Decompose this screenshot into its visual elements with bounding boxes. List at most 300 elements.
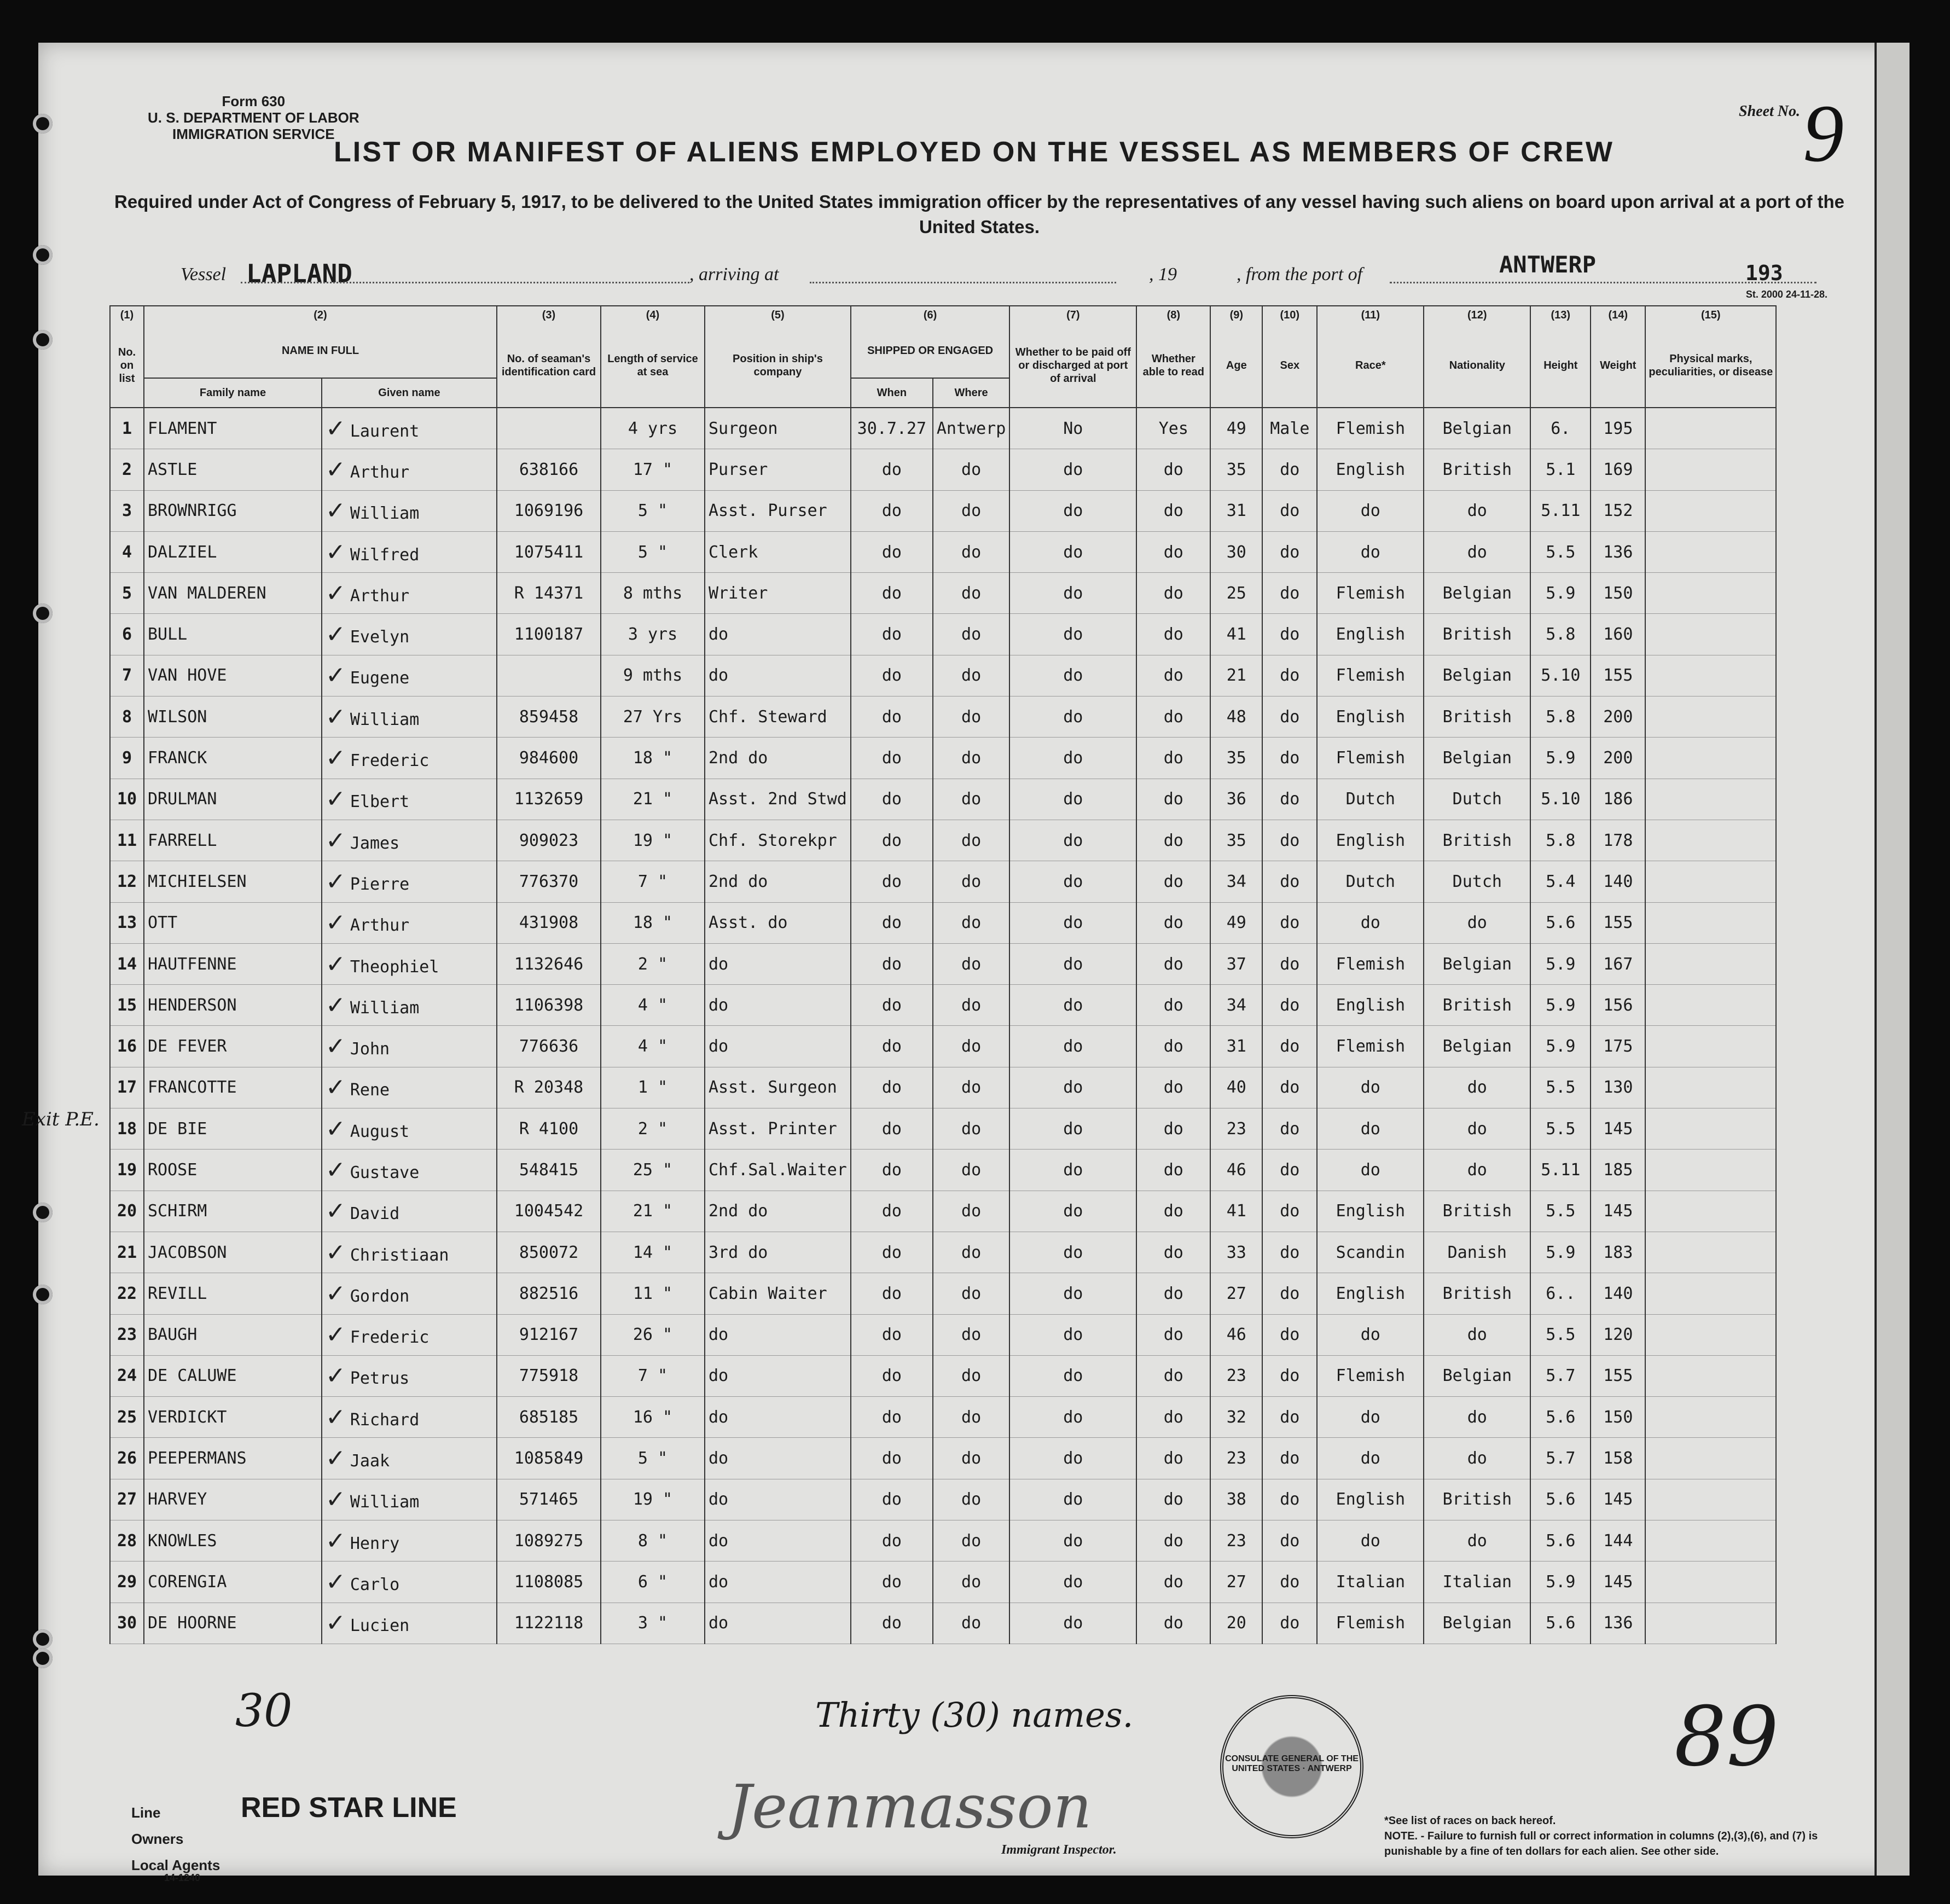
service-length-cell xyxy=(601,1067,705,1108)
nationality: Italian xyxy=(1442,1572,1512,1592)
service-length-cell xyxy=(601,943,705,984)
height: 5.6 xyxy=(1546,1531,1576,1551)
header-no-on-list: No. on list xyxy=(110,324,144,408)
corner-mark: 89 xyxy=(1674,1690,1779,1785)
check-mark-icon: ✓ xyxy=(326,538,346,566)
age-cell xyxy=(1210,1108,1262,1150)
position: do xyxy=(709,1037,729,1057)
given-name-cell xyxy=(322,1603,497,1644)
able-to-read: do xyxy=(1163,1201,1183,1221)
table-row xyxy=(110,1232,1776,1273)
shipped-when: do xyxy=(881,995,902,1015)
position-cell xyxy=(705,738,851,779)
check-mark-icon: ✓ xyxy=(326,991,346,1019)
family-name-cell xyxy=(144,985,322,1026)
seaman-card: 909023 xyxy=(519,831,579,850)
height: 5.7 xyxy=(1546,1449,1576,1468)
service-length-cell xyxy=(601,985,705,1026)
sex: do xyxy=(1280,1449,1300,1468)
sex-cell xyxy=(1262,1232,1317,1273)
check-mark-icon: ✓ xyxy=(326,826,346,855)
shipped-where: do xyxy=(961,625,982,645)
table-row xyxy=(110,1191,1776,1232)
nationality: do xyxy=(1467,1407,1487,1427)
row-number: 12 xyxy=(117,872,137,891)
col-num-8: (8) xyxy=(1136,306,1210,324)
height: 5.7 xyxy=(1546,1366,1576,1386)
race: do xyxy=(1360,501,1380,521)
consulate-seal xyxy=(1220,1695,1363,1838)
able-to-read: do xyxy=(1163,1366,1183,1386)
nationality-cell xyxy=(1424,1355,1530,1396)
seaman-card: 1100187 xyxy=(514,625,584,645)
crew-manifest-table xyxy=(109,305,1777,1644)
weight: 136 xyxy=(1603,542,1633,562)
seaman-card: 1075411 xyxy=(514,542,584,562)
race-cell xyxy=(1317,1561,1424,1603)
col-num-14: (14) xyxy=(1591,306,1645,324)
nationality-cell xyxy=(1424,1561,1530,1603)
row-number-cell xyxy=(110,1108,144,1150)
age: 41 xyxy=(1226,625,1246,645)
nationality: do xyxy=(1467,1160,1487,1180)
table-row xyxy=(110,1150,1776,1191)
row-number: 19 xyxy=(117,1160,137,1180)
age: 27 xyxy=(1226,1284,1246,1303)
col-num-4: (4) xyxy=(601,306,705,324)
race: Flemish xyxy=(1336,583,1406,603)
header-seaman-card: No. of seaman's identification card xyxy=(497,324,601,408)
given-name: Gordon xyxy=(350,1286,410,1306)
header-position: Position in ship's company xyxy=(705,324,851,408)
sex-cell xyxy=(1262,531,1317,572)
race: do xyxy=(1360,1531,1380,1551)
height: 5.9 xyxy=(1546,1037,1576,1057)
age-cell xyxy=(1210,531,1262,572)
nationality-cell xyxy=(1424,1438,1530,1479)
shipped-where: do xyxy=(961,954,982,974)
seaman-card-cell xyxy=(497,573,601,614)
able-to-read: do xyxy=(1163,542,1183,562)
paid-off-cell xyxy=(1009,1273,1136,1314)
service-length: 11 " xyxy=(632,1284,673,1303)
row-number: 11 xyxy=(117,831,137,850)
age: 34 xyxy=(1226,872,1246,891)
age: 35 xyxy=(1226,831,1246,850)
sex-cell xyxy=(1262,861,1317,902)
seaman-card-cell xyxy=(497,943,601,984)
shipped-when-cell xyxy=(851,1397,933,1438)
sex: do xyxy=(1280,1572,1300,1592)
vessel-row xyxy=(181,251,1877,292)
family-name: FLAMENT xyxy=(148,419,217,438)
physical-marks-cell xyxy=(1645,408,1776,449)
given-name-cell xyxy=(322,1273,497,1314)
seaman-card: 1132659 xyxy=(514,790,584,809)
seaman-card-cell xyxy=(497,1355,601,1396)
race: English xyxy=(1336,707,1406,727)
shipped-where-cell xyxy=(933,1232,1009,1273)
seaman-card-cell xyxy=(497,655,601,696)
shipped-where: do xyxy=(961,1201,982,1221)
given-name-cell xyxy=(322,1191,497,1232)
paid-off: do xyxy=(1063,790,1083,809)
row-number: 22 xyxy=(117,1284,137,1303)
race-cell xyxy=(1317,1438,1424,1479)
age: 23 xyxy=(1226,1531,1246,1551)
shipped-where: do xyxy=(961,1490,982,1510)
shipped-where-cell xyxy=(933,408,1009,449)
check-mark-icon: ✓ xyxy=(326,1032,346,1061)
inspector-label: Immigrant Inspector. xyxy=(1001,1843,1117,1857)
table-row xyxy=(110,779,1776,820)
weight: 200 xyxy=(1603,748,1633,768)
age: 40 xyxy=(1226,1078,1246,1098)
seaman-card: 571465 xyxy=(519,1490,579,1510)
shipped-where-cell xyxy=(933,1273,1009,1314)
physical-marks-cell xyxy=(1645,531,1776,572)
position-cell xyxy=(705,1438,851,1479)
shipped-when: do xyxy=(881,1325,902,1345)
given-name: Lucien xyxy=(350,1616,410,1636)
table-row xyxy=(110,985,1776,1026)
able-to-read: do xyxy=(1163,995,1183,1015)
shipped-where-cell xyxy=(933,449,1009,490)
family-name: FARRELL xyxy=(148,831,217,850)
shipped-where: do xyxy=(961,1325,982,1345)
row-number-cell xyxy=(110,408,144,449)
row-number-cell xyxy=(110,449,144,490)
seaman-card-cell xyxy=(497,490,601,531)
shipped-where: do xyxy=(961,1449,982,1468)
family-name: DE CALUWE xyxy=(148,1366,237,1386)
weight: 130 xyxy=(1603,1078,1633,1098)
weight-cell xyxy=(1591,1438,1645,1479)
position: do xyxy=(709,1613,729,1633)
age-cell xyxy=(1210,655,1262,696)
check-mark-icon: ✓ xyxy=(326,1403,346,1431)
nationality-cell xyxy=(1424,573,1530,614)
shipped-when-cell xyxy=(851,408,933,449)
position: do xyxy=(709,1531,729,1551)
family-name: ASTLE xyxy=(148,460,198,479)
shipped-when: do xyxy=(881,748,902,768)
paid-off: do xyxy=(1063,831,1083,850)
service-length: 18 " xyxy=(632,748,673,768)
height: 5.10 xyxy=(1541,790,1581,809)
race: Flemish xyxy=(1336,1366,1406,1386)
year-label: , 19 xyxy=(1149,264,1177,285)
shipped-when: do xyxy=(881,1366,902,1386)
service: IMMIGRATION SERVICE xyxy=(172,126,335,142)
family-name-cell xyxy=(144,614,322,655)
service-length-cell xyxy=(601,1191,705,1232)
nationality-cell xyxy=(1424,614,1530,655)
shipped-when-cell xyxy=(851,696,933,738)
paid-off: do xyxy=(1063,1078,1083,1098)
weight-cell xyxy=(1591,985,1645,1026)
sex: do xyxy=(1280,1119,1300,1139)
given-name: Henry xyxy=(350,1534,400,1553)
race-cell xyxy=(1317,1067,1424,1108)
age-cell xyxy=(1210,449,1262,490)
given-name: August xyxy=(350,1122,410,1141)
check-mark-icon: ✓ xyxy=(326,1362,346,1390)
physical-marks-cell xyxy=(1645,1603,1776,1644)
able-to-read: do xyxy=(1163,1407,1183,1427)
age-cell xyxy=(1210,1355,1262,1396)
dotted-line xyxy=(241,282,689,283)
family-name: VAN HOVE xyxy=(148,666,227,686)
able-to-read: do xyxy=(1163,1284,1183,1303)
family-name: DE BIE xyxy=(148,1119,207,1139)
footnote-text: NOTE. - Failure to furnish full or correct information in columns (2),(3),(6), and (7) is punishable by a fine of ten dollars for each alien. See other side. xyxy=(1384,1830,1818,1857)
check-mark-icon: ✓ xyxy=(326,414,346,443)
header-given-name: Given name xyxy=(322,378,497,408)
able-to-read: do xyxy=(1163,1531,1183,1551)
family-name-cell xyxy=(144,1191,322,1232)
binding-strip xyxy=(1874,43,1910,1876)
height: 5.5 xyxy=(1546,1325,1576,1345)
position: do xyxy=(709,625,729,645)
weight: 140 xyxy=(1603,1284,1633,1303)
row-number-cell xyxy=(110,1397,144,1438)
position: do xyxy=(709,995,729,1015)
position-cell xyxy=(705,1026,851,1067)
row-number-cell xyxy=(110,696,144,738)
shipped-when: 30.7.27 xyxy=(857,419,927,438)
position: 2nd do xyxy=(709,1201,768,1221)
shipped-where: do xyxy=(961,707,982,727)
height-cell xyxy=(1530,1438,1591,1479)
position-cell xyxy=(705,1191,851,1232)
shipped-when-cell xyxy=(851,1355,933,1396)
weight-cell xyxy=(1591,1232,1645,1273)
race-cell xyxy=(1317,985,1424,1026)
table-row xyxy=(110,1273,1776,1314)
header-length-service: Length of service at sea xyxy=(601,324,705,408)
position-cell xyxy=(705,1108,851,1150)
nationality: do xyxy=(1467,501,1487,521)
service-length-cell xyxy=(601,861,705,902)
physical-marks-cell xyxy=(1645,1232,1776,1273)
given-name-cell xyxy=(322,1108,497,1150)
family-name: VAN MALDEREN xyxy=(148,583,266,603)
service-length-cell xyxy=(601,1438,705,1479)
line-label: Line xyxy=(131,1804,161,1821)
height-cell xyxy=(1530,531,1591,572)
able-to-read: do xyxy=(1163,1449,1183,1468)
total-handwritten: 30 xyxy=(235,1685,293,1737)
race: Flemish xyxy=(1336,1613,1406,1633)
table-row xyxy=(110,655,1776,696)
given-name-cell xyxy=(322,902,497,943)
shipped-where-cell xyxy=(933,1108,1009,1150)
age-cell xyxy=(1210,1438,1262,1479)
position: Chf. Storekpr xyxy=(709,831,837,850)
weight: 158 xyxy=(1603,1449,1633,1468)
position-cell xyxy=(705,1479,851,1520)
height-cell xyxy=(1530,573,1591,614)
shipped-where-cell xyxy=(933,1150,1009,1191)
shipped-when: do xyxy=(881,1284,902,1303)
row-number-cell xyxy=(110,1520,144,1561)
weight-cell xyxy=(1591,449,1645,490)
table-row xyxy=(110,943,1776,984)
family-name-cell xyxy=(144,1108,322,1150)
paid-off-cell xyxy=(1009,449,1136,490)
row-number: 13 xyxy=(117,913,137,933)
shipped-when: do xyxy=(881,1449,902,1468)
height: 6. xyxy=(1551,419,1571,438)
seaman-card-cell xyxy=(497,1232,601,1273)
height-cell xyxy=(1530,1520,1591,1561)
race-cell xyxy=(1317,820,1424,861)
shipped-where-cell xyxy=(933,573,1009,614)
family-name: MICHIELSEN xyxy=(148,872,247,891)
col-num-12: (12) xyxy=(1424,306,1530,324)
paid-off: No xyxy=(1063,419,1083,438)
race-cell xyxy=(1317,738,1424,779)
age: 20 xyxy=(1226,1613,1246,1633)
given-name-cell xyxy=(322,985,497,1026)
seaman-card: 775918 xyxy=(519,1366,579,1386)
seaman-card-cell xyxy=(497,1026,601,1067)
shipped-when-cell xyxy=(851,902,933,943)
position: Asst. Purser xyxy=(709,501,827,521)
physical-marks-cell xyxy=(1645,1438,1776,1479)
able-to-read: do xyxy=(1163,790,1183,809)
weight-cell xyxy=(1591,1026,1645,1067)
age: 37 xyxy=(1226,954,1246,974)
race-cell xyxy=(1317,408,1424,449)
physical-marks-cell xyxy=(1645,573,1776,614)
row-number-cell xyxy=(110,738,144,779)
shipped-where: do xyxy=(961,1160,982,1180)
seaman-card: 882516 xyxy=(519,1284,579,1303)
nationality-cell xyxy=(1424,779,1530,820)
seaman-card-cell xyxy=(497,1150,601,1191)
paid-off-cell xyxy=(1009,1232,1136,1273)
shipped-where: do xyxy=(961,790,982,809)
col-num-13: (13) xyxy=(1530,306,1591,324)
shipped-when-cell xyxy=(851,1232,933,1273)
position: 3rd do xyxy=(709,1243,768,1262)
age-cell xyxy=(1210,1314,1262,1355)
paid-off: do xyxy=(1063,1201,1083,1221)
family-name: REVILL xyxy=(148,1284,207,1303)
seaman-card-cell xyxy=(497,1438,601,1479)
able-to-read: do xyxy=(1163,1243,1183,1262)
service-length-cell xyxy=(601,1150,705,1191)
weight: 150 xyxy=(1603,583,1633,603)
nationality: do xyxy=(1467,1531,1487,1551)
nationality-cell xyxy=(1424,1273,1530,1314)
given-name: Evelyn xyxy=(350,628,410,647)
age-cell xyxy=(1210,779,1262,820)
physical-marks-cell xyxy=(1645,1150,1776,1191)
paid-off-cell xyxy=(1009,696,1136,738)
header-row xyxy=(110,324,1776,378)
agents-label: Local Agents xyxy=(131,1857,220,1873)
given-name-cell xyxy=(322,573,497,614)
age: 23 xyxy=(1226,1366,1246,1386)
footnote-races: *See list of races on back hereof. xyxy=(1384,1815,1556,1827)
sex-cell xyxy=(1262,1108,1317,1150)
names-count-note: Thirty (30) names. xyxy=(815,1695,1134,1735)
punch-hole xyxy=(33,603,53,623)
seaman-card: R 20348 xyxy=(514,1078,584,1098)
seaman-card: 1132646 xyxy=(514,954,584,974)
race-cell xyxy=(1317,1397,1424,1438)
age-cell xyxy=(1210,861,1262,902)
paid-off-cell xyxy=(1009,1520,1136,1561)
weight: 185 xyxy=(1603,1160,1633,1180)
position: Asst. Surgeon xyxy=(709,1078,837,1098)
physical-marks-cell xyxy=(1645,449,1776,490)
row-number-cell xyxy=(110,490,144,531)
weight: 140 xyxy=(1603,872,1633,891)
height: 5.6 xyxy=(1546,913,1576,933)
height-cell xyxy=(1530,1397,1591,1438)
family-name-cell xyxy=(144,408,322,449)
sex-cell xyxy=(1262,738,1317,779)
red-star-line-stamp: RED STAR LINE xyxy=(241,1792,457,1824)
shipped-when-cell xyxy=(851,1191,933,1232)
header-when: When xyxy=(851,378,933,408)
table-row xyxy=(110,1355,1776,1396)
race-cell xyxy=(1317,490,1424,531)
shipped-when: do xyxy=(881,1119,902,1139)
seaman-card-cell xyxy=(497,902,601,943)
paid-off: do xyxy=(1063,707,1083,727)
sex-cell xyxy=(1262,1067,1317,1108)
given-name: Frederic xyxy=(350,751,430,771)
given-name: Elbert xyxy=(350,792,410,812)
able-to-read: do xyxy=(1163,1078,1183,1098)
paid-off-cell xyxy=(1009,1026,1136,1067)
family-name: KNOWLES xyxy=(148,1531,217,1551)
form-code: St. 2000 24-11-28. xyxy=(1745,289,1827,300)
header-physical: Physical marks, peculiarities, or disease xyxy=(1645,324,1776,408)
sex: do xyxy=(1280,1613,1300,1633)
sex-cell xyxy=(1262,573,1317,614)
header-family-name: Family name xyxy=(144,378,322,408)
age: 30 xyxy=(1226,542,1246,562)
nationality: Dutch xyxy=(1452,790,1502,809)
header-sex: Sex xyxy=(1262,324,1317,408)
given-name-cell xyxy=(322,738,497,779)
shipped-when-cell xyxy=(851,1561,933,1603)
race-cell xyxy=(1317,1355,1424,1396)
sex-cell xyxy=(1262,1397,1317,1438)
height-cell xyxy=(1530,985,1591,1026)
race: do xyxy=(1360,1449,1380,1468)
service-length-cell xyxy=(601,1479,705,1520)
race-cell xyxy=(1317,1479,1424,1520)
sheet-number: 9 xyxy=(1803,88,1844,179)
paid-off-cell xyxy=(1009,1067,1136,1108)
shipped-when: do xyxy=(881,583,902,603)
paid-off: do xyxy=(1063,1325,1083,1345)
able-to-read-cell xyxy=(1136,1150,1210,1191)
seaman-card-cell xyxy=(497,1561,601,1603)
shipped-when-cell xyxy=(851,1273,933,1314)
row-number: 1 xyxy=(121,419,132,438)
service-length-cell xyxy=(601,738,705,779)
row-number-cell xyxy=(110,943,144,984)
race: do xyxy=(1360,1160,1380,1180)
